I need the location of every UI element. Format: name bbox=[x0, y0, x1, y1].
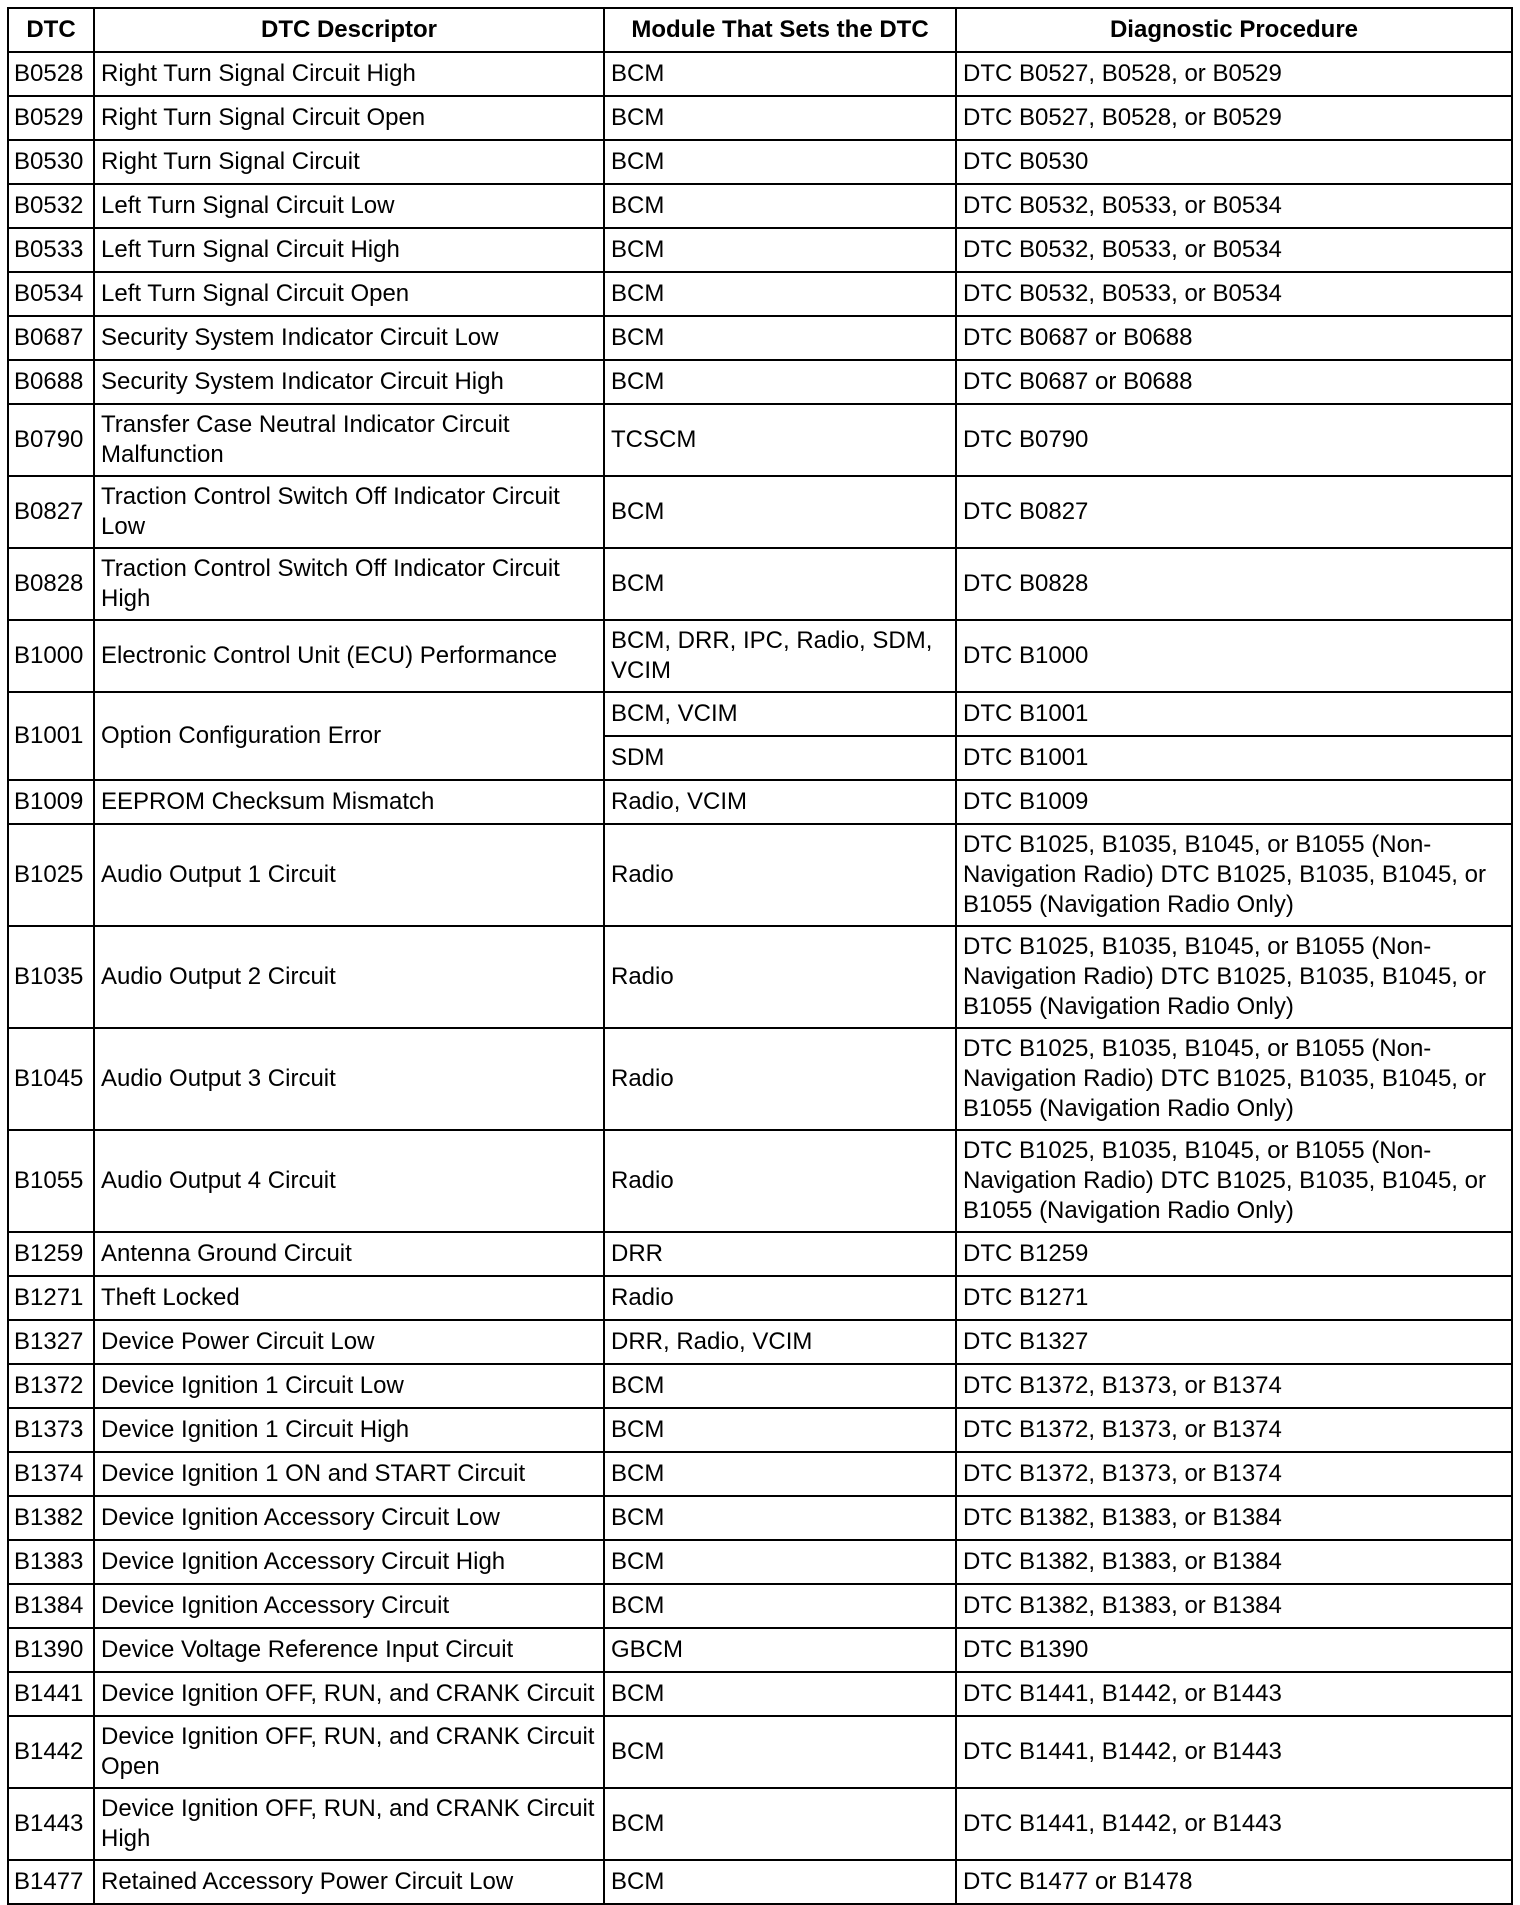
table-row bbox=[8, 360, 1512, 404]
module-cell: BCM bbox=[604, 1540, 956, 1584]
table-row bbox=[8, 1628, 1512, 1672]
dtc-descriptor-cell: Device Ignition OFF, RUN, and CRANK Circuit bbox=[94, 1672, 604, 1716]
dtc-code-cell: B0530 bbox=[8, 140, 94, 184]
module-cell: DRR bbox=[604, 1232, 956, 1276]
dtc-code-cell: B0534 bbox=[8, 272, 94, 316]
module-cell: BCM bbox=[604, 1584, 956, 1628]
diagnostic-procedure-cell: DTC B0532, B0533, or B0534 bbox=[956, 228, 1512, 272]
dtc-descriptor-cell: Right Turn Signal Circuit High bbox=[94, 52, 604, 96]
dtc-descriptor-cell: Security System Indicator Circuit Low bbox=[94, 316, 604, 360]
dtc-code-cell: B1382 bbox=[8, 1496, 94, 1540]
dtc-descriptor-cell: Option Configuration Error bbox=[94, 692, 604, 780]
dtc-descriptor-cell: Theft Locked bbox=[94, 1276, 604, 1320]
dtc-code-cell: B0533 bbox=[8, 228, 94, 272]
module-cell: Radio bbox=[604, 824, 956, 926]
table-row bbox=[8, 96, 1512, 140]
header-procedure: Diagnostic Procedure bbox=[956, 8, 1512, 52]
diagnostic-procedure-cell: DTC B0532, B0533, or B0534 bbox=[956, 184, 1512, 228]
module-cell: BCM bbox=[604, 1496, 956, 1540]
diagnostic-procedure-cell: DTC B1382, B1383, or B1384 bbox=[956, 1540, 1512, 1584]
dtc-descriptor-cell: Device Voltage Reference Input Circuit bbox=[94, 1628, 604, 1672]
module-cell: BCM bbox=[604, 96, 956, 140]
dtc-code-cell: B1390 bbox=[8, 1628, 94, 1672]
module-cell: BCM, VCIM bbox=[604, 692, 956, 736]
table-row bbox=[8, 1028, 1512, 1130]
dtc-code-cell: B1035 bbox=[8, 926, 94, 1028]
module-cell: BCM bbox=[604, 548, 956, 620]
dtc-code-cell: B1259 bbox=[8, 1232, 94, 1276]
dtc-descriptor-cell: Antenna Ground Circuit bbox=[94, 1232, 604, 1276]
diagnostic-procedure-cell: DTC B1390 bbox=[956, 1628, 1512, 1672]
dtc-code-cell: B1441 bbox=[8, 1672, 94, 1716]
diagnostic-procedure-cell: DTC B1477 or B1478 bbox=[956, 1860, 1512, 1904]
module-cell: BCM bbox=[604, 184, 956, 228]
module-cell: Radio bbox=[604, 1130, 956, 1232]
module-cell: BCM bbox=[604, 52, 956, 96]
module-cell: BCM bbox=[604, 1364, 956, 1408]
table-row bbox=[8, 316, 1512, 360]
table-row bbox=[8, 824, 1512, 926]
dtc-descriptor-cell: Right Turn Signal Circuit Open bbox=[94, 96, 604, 140]
diagnostic-procedure-cell: DTC B0527, B0528, or B0529 bbox=[956, 96, 1512, 140]
table-row bbox=[8, 1320, 1512, 1364]
module-cell: Radio bbox=[604, 1276, 956, 1320]
dtc-descriptor-cell: Retained Accessory Power Circuit Low bbox=[94, 1860, 604, 1904]
module-cell: GBCM bbox=[604, 1628, 956, 1672]
diagnostic-procedure-cell: DTC B1009 bbox=[956, 780, 1512, 824]
dtc-code-cell: B0687 bbox=[8, 316, 94, 360]
diagnostic-procedure-cell: DTC B1001 bbox=[956, 736, 1512, 780]
module-cell: BCM bbox=[604, 316, 956, 360]
header-module: Module That Sets the DTC bbox=[604, 8, 956, 52]
module-cell: BCM bbox=[604, 1452, 956, 1496]
diagnostic-procedure-cell: DTC B0527, B0528, or B0529 bbox=[956, 52, 1512, 96]
table-row bbox=[8, 184, 1512, 228]
diagnostic-procedure-cell: DTC B1372, B1373, or B1374 bbox=[956, 1408, 1512, 1452]
table-row bbox=[8, 780, 1512, 824]
diagnostic-procedure-cell: DTC B1441, B1442, or B1443 bbox=[956, 1672, 1512, 1716]
module-cell: Radio bbox=[604, 926, 956, 1028]
dtc-descriptor-cell: Device Ignition 1 Circuit Low bbox=[94, 1364, 604, 1408]
table-row bbox=[8, 926, 1512, 1028]
module-cell: BCM, DRR, IPC, Radio, SDM, VCIM bbox=[604, 620, 956, 692]
dtc-code-cell: B1374 bbox=[8, 1452, 94, 1496]
diagnostic-procedure-cell: DTC B1025, B1035, B1045, or B1055 (Non-Navigation Radio) DTC B1025, B1035, B1045, or B1055 (Navigation Radio Only) bbox=[956, 824, 1512, 926]
dtc-descriptor-cell: Audio Output 2 Circuit bbox=[94, 926, 604, 1028]
dtc-descriptor-cell: Left Turn Signal Circuit Open bbox=[94, 272, 604, 316]
module-cell: TCSCM bbox=[604, 404, 956, 476]
dtc-code-cell: B1025 bbox=[8, 824, 94, 926]
dtc-code-cell: B1271 bbox=[8, 1276, 94, 1320]
header-dtc: DTC bbox=[8, 8, 94, 52]
diagnostic-procedure-cell: DTC B1025, B1035, B1045, or B1055 (Non-Navigation Radio) DTC B1025, B1035, B1045, or B1055 (Navigation Radio Only) bbox=[956, 1130, 1512, 1232]
diagnostic-procedure-cell: DTC B1382, B1383, or B1384 bbox=[956, 1584, 1512, 1628]
dtc-descriptor-cell: Left Turn Signal Circuit Low bbox=[94, 184, 604, 228]
header-descriptor: DTC Descriptor bbox=[94, 8, 604, 52]
diagnostic-procedure-cell: DTC B1025, B1035, B1045, or B1055 (Non-Navigation Radio) DTC B1025, B1035, B1045, or B1055 (Navigation Radio Only) bbox=[956, 926, 1512, 1028]
table-row bbox=[8, 476, 1512, 548]
dtc-descriptor-cell: Device Ignition 1 ON and START Circuit bbox=[94, 1452, 604, 1496]
module-cell: BCM bbox=[604, 228, 956, 272]
table-row bbox=[8, 404, 1512, 476]
table-row bbox=[8, 52, 1512, 96]
table-row bbox=[8, 1364, 1512, 1408]
dtc-descriptor-cell: Electronic Control Unit (ECU) Performance bbox=[94, 620, 604, 692]
module-cell: BCM bbox=[604, 1788, 956, 1860]
dtc-descriptor-cell: Audio Output 4 Circuit bbox=[94, 1130, 604, 1232]
table-header-row bbox=[8, 8, 1512, 52]
dtc-code-cell: B1055 bbox=[8, 1130, 94, 1232]
diagnostic-procedure-cell: DTC B1001 bbox=[956, 692, 1512, 736]
dtc-code-cell: B1384 bbox=[8, 1584, 94, 1628]
dtc-code-cell: B1477 bbox=[8, 1860, 94, 1904]
dtc-descriptor-cell: Traction Control Switch Off Indicator Circuit High bbox=[94, 548, 604, 620]
table-row bbox=[8, 272, 1512, 316]
diagnostic-procedure-cell: DTC B0687 or B0688 bbox=[956, 316, 1512, 360]
table-row bbox=[8, 1496, 1512, 1540]
dtc-code-cell: B0828 bbox=[8, 548, 94, 620]
table-row bbox=[8, 1672, 1512, 1716]
dtc-code-cell: B1443 bbox=[8, 1788, 94, 1860]
table-row bbox=[8, 1584, 1512, 1628]
diagnostic-procedure-cell: DTC B0530 bbox=[956, 140, 1512, 184]
diagnostic-procedure-cell: DTC B1441, B1442, or B1443 bbox=[956, 1788, 1512, 1860]
dtc-code-cell: B0790 bbox=[8, 404, 94, 476]
table-body bbox=[8, 52, 1512, 1904]
table-row bbox=[8, 1860, 1512, 1904]
diagnostic-procedure-cell: DTC B0532, B0533, or B0534 bbox=[956, 272, 1512, 316]
diagnostic-procedure-cell: DTC B1271 bbox=[956, 1276, 1512, 1320]
table-row bbox=[8, 1540, 1512, 1584]
dtc-descriptor-cell: Audio Output 1 Circuit bbox=[94, 824, 604, 926]
module-cell: Radio bbox=[604, 1028, 956, 1130]
table-row bbox=[8, 140, 1512, 184]
diagnostic-procedure-cell: DTC B1259 bbox=[956, 1232, 1512, 1276]
dtc-descriptor-cell: Audio Output 3 Circuit bbox=[94, 1028, 604, 1130]
module-cell: BCM bbox=[604, 476, 956, 548]
diagnostic-procedure-cell: DTC B0687 or B0688 bbox=[956, 360, 1512, 404]
module-cell: SDM bbox=[604, 736, 956, 780]
diagnostic-procedure-cell: DTC B1025, B1035, B1045, or B1055 (Non-Navigation Radio) DTC B1025, B1035, B1045, or B1055 (Navigation Radio Only) bbox=[956, 1028, 1512, 1130]
module-cell: BCM bbox=[604, 360, 956, 404]
module-cell: BCM bbox=[604, 1672, 956, 1716]
module-cell: BCM bbox=[604, 1408, 956, 1452]
table-row bbox=[8, 1788, 1512, 1860]
dtc-code-cell: B1373 bbox=[8, 1408, 94, 1452]
dtc-descriptor-cell: Transfer Case Neutral Indicator Circuit Malfunction bbox=[94, 404, 604, 476]
dtc-descriptor-cell: Device Ignition OFF, RUN, and CRANK Circuit High bbox=[94, 1788, 604, 1860]
table-row bbox=[8, 692, 1512, 736]
diagnostic-procedure-cell: DTC B1327 bbox=[956, 1320, 1512, 1364]
table-row bbox=[8, 1716, 1512, 1788]
module-cell: BCM bbox=[604, 1716, 956, 1788]
dtc-descriptor-cell: Traction Control Switch Off Indicator Circuit Low bbox=[94, 476, 604, 548]
dtc-descriptor-cell: Left Turn Signal Circuit High bbox=[94, 228, 604, 272]
dtc-descriptor-cell: Device Ignition OFF, RUN, and CRANK Circuit Open bbox=[94, 1716, 604, 1788]
dtc-code-cell: B0827 bbox=[8, 476, 94, 548]
table-row bbox=[8, 228, 1512, 272]
dtc-code-cell: B1372 bbox=[8, 1364, 94, 1408]
dtc-code-cell: B1000 bbox=[8, 620, 94, 692]
dtc-code-cell: B0528 bbox=[8, 52, 94, 96]
dtc-code-cell: B0688 bbox=[8, 360, 94, 404]
dtc-descriptor-cell: Device Ignition Accessory Circuit High bbox=[94, 1540, 604, 1584]
module-cell: Radio, VCIM bbox=[604, 780, 956, 824]
dtc-code-cell: B1045 bbox=[8, 1028, 94, 1130]
module-cell: BCM bbox=[604, 272, 956, 316]
diagnostic-procedure-cell: DTC B1372, B1373, or B1374 bbox=[956, 1452, 1512, 1496]
table-row bbox=[8, 1232, 1512, 1276]
dtc-table bbox=[7, 7, 1513, 1905]
dtc-code-cell: B1442 bbox=[8, 1716, 94, 1788]
dtc-descriptor-cell: Device Ignition Accessory Circuit bbox=[94, 1584, 604, 1628]
table-row bbox=[8, 1452, 1512, 1496]
table-row bbox=[8, 1130, 1512, 1232]
module-cell: BCM bbox=[604, 1860, 956, 1904]
dtc-descriptor-cell: Device Ignition Accessory Circuit Low bbox=[94, 1496, 604, 1540]
table-row bbox=[8, 548, 1512, 620]
diagnostic-procedure-cell: DTC B1382, B1383, or B1384 bbox=[956, 1496, 1512, 1540]
diagnostic-procedure-cell: DTC B1441, B1442, or B1443 bbox=[956, 1716, 1512, 1788]
dtc-descriptor-cell: Right Turn Signal Circuit bbox=[94, 140, 604, 184]
table-row bbox=[8, 1408, 1512, 1452]
dtc-code-cell: B1327 bbox=[8, 1320, 94, 1364]
dtc-code-cell: B1001 bbox=[8, 692, 94, 780]
module-cell: BCM bbox=[604, 140, 956, 184]
diagnostic-procedure-cell: DTC B1000 bbox=[956, 620, 1512, 692]
dtc-code-cell: B1383 bbox=[8, 1540, 94, 1584]
dtc-descriptor-cell: EEPROM Checksum Mismatch bbox=[94, 780, 604, 824]
diagnostic-procedure-cell: DTC B1372, B1373, or B1374 bbox=[956, 1364, 1512, 1408]
dtc-code-cell: B0529 bbox=[8, 96, 94, 140]
diagnostic-procedure-cell: DTC B0828 bbox=[956, 548, 1512, 620]
dtc-descriptor-cell: Device Power Circuit Low bbox=[94, 1320, 604, 1364]
dtc-code-cell: B1009 bbox=[8, 780, 94, 824]
table-row bbox=[8, 620, 1512, 692]
module-cell: DRR, Radio, VCIM bbox=[604, 1320, 956, 1364]
diagnostic-procedure-cell: DTC B0827 bbox=[956, 476, 1512, 548]
dtc-descriptor-cell: Device Ignition 1 Circuit High bbox=[94, 1408, 604, 1452]
table-row bbox=[8, 1276, 1512, 1320]
diagnostic-procedure-cell: DTC B0790 bbox=[956, 404, 1512, 476]
dtc-code-cell: B0532 bbox=[8, 184, 94, 228]
dtc-descriptor-cell: Security System Indicator Circuit High bbox=[94, 360, 604, 404]
